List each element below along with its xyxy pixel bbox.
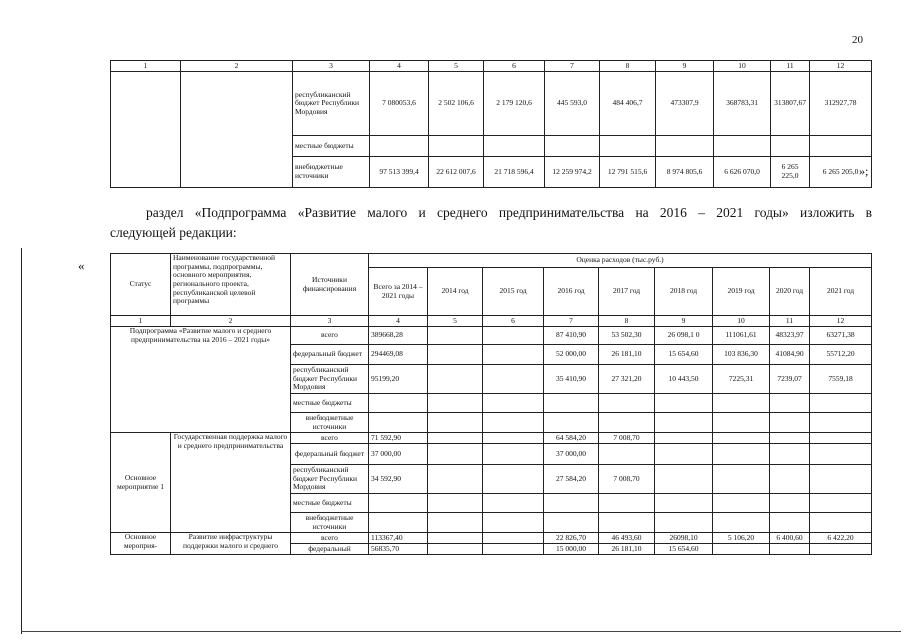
value-cell (713, 433, 770, 444)
status-cell (111, 72, 181, 188)
year-header: 2017 год (599, 268, 655, 316)
value-cell (810, 444, 872, 465)
col-number: 8 (600, 61, 656, 72)
value-cell: 7 008,70 (599, 433, 655, 444)
value-cell (483, 433, 544, 444)
value-cell: 12 791 515,6 (600, 157, 656, 188)
source-cell: всего (291, 433, 369, 444)
value-cell (810, 413, 872, 433)
value-cell: 21 718 596,4 (484, 157, 545, 188)
value-cell (713, 465, 770, 494)
value-cell (599, 444, 655, 465)
col-number: 10 (713, 316, 770, 327)
value-cell: 71 592,90 (369, 433, 428, 444)
value-cell: 15 000,00 (544, 544, 599, 555)
value-cell (544, 513, 599, 533)
col-number: 6 (484, 61, 545, 72)
source-cell: республиканский бюджет Республики Мордовия (291, 365, 369, 394)
value-cell (545, 136, 600, 157)
value-cell (713, 413, 770, 433)
status-header: Статус (111, 254, 171, 316)
value-cell: 27 584,20 (544, 465, 599, 494)
value-cell (428, 327, 483, 345)
value-cell: 97 513 399,4 (370, 157, 429, 188)
col-number: 1 (111, 61, 181, 72)
year-header: 2020 год (770, 268, 810, 316)
value-cell: 10 443,50 (655, 365, 713, 394)
value-cell (713, 544, 770, 555)
value-cell (428, 494, 483, 513)
status-cell: Основное мероприя- (111, 533, 171, 555)
value-cell (770, 465, 810, 494)
value-cell (483, 533, 544, 544)
value-cell: 7 080053,6 (370, 72, 429, 136)
subprogram-table (110, 253, 872, 555)
value-cell (429, 136, 484, 157)
col-number: 9 (656, 61, 714, 72)
total-header: Всего за 2014 – 2021 годы (369, 268, 428, 316)
value-cell: 389668,28 (369, 327, 428, 345)
table-row (111, 72, 872, 136)
value-cell: 2 502 106,6 (429, 72, 484, 136)
value-cell (483, 345, 544, 365)
value-cell (770, 433, 810, 444)
value-cell: 103 836,30 (713, 345, 770, 365)
value-cell (600, 136, 656, 157)
page-number: 20 (852, 34, 863, 46)
value-cell: 6 400,60 (770, 533, 810, 544)
value-cell (713, 444, 770, 465)
year-header: 2018 год (655, 268, 713, 316)
value-cell: 56835,70 (369, 544, 428, 555)
value-cell (655, 494, 713, 513)
value-cell: 294469,08 (369, 345, 428, 365)
value-cell (484, 136, 545, 157)
value-cell (655, 465, 713, 494)
name-cell: Развитие инфраструктуры поддержки малого и среднего (171, 533, 291, 555)
header-row (111, 254, 872, 268)
value-cell (483, 327, 544, 345)
value-cell: 6 422,20 (810, 533, 872, 544)
value-cell: 15 654,60 (655, 345, 713, 365)
value-cell: 6 265 225,0 (771, 157, 810, 188)
value-cell: 484 406,7 (600, 72, 656, 136)
paragraph-line: следующей редакции: (110, 225, 237, 240)
col-number: 7 (544, 316, 599, 327)
value-cell (713, 394, 770, 413)
col-number: 3 (291, 316, 369, 327)
year-header: 2019 год (713, 268, 770, 316)
source-cell: местные бюджеты (293, 136, 370, 157)
budget-table-continued (110, 60, 872, 188)
value-cell (483, 413, 544, 433)
value-cell: 46 493,60 (599, 533, 655, 544)
value-cell (810, 465, 872, 494)
column-number-row (111, 316, 872, 327)
col-number: 12 (810, 61, 872, 72)
value-cell (599, 394, 655, 413)
table-row (111, 327, 872, 345)
value-cell: 52 000,00 (544, 345, 599, 365)
value-cell: 15 654,60 (655, 544, 713, 555)
col-number: 4 (370, 61, 429, 72)
table-row (111, 433, 872, 444)
closing-quote: »; (859, 164, 869, 178)
year-header: 2021 год (810, 268, 872, 316)
value-cell (655, 433, 713, 444)
value-cell (810, 513, 872, 533)
value-cell (428, 413, 483, 433)
value-cell: 7225,31 (713, 365, 770, 394)
left-margin-rule (21, 248, 22, 634)
value-cell (770, 494, 810, 513)
col-number: 8 (599, 316, 655, 327)
year-header: 2016 год (544, 268, 599, 316)
paragraph-line: раздел «Подпрограмма «Развитие малого и среднего предпринимательства на 2016 – 2021 годы» изложить в (146, 205, 872, 220)
value-cell (810, 136, 872, 157)
value-cell: 312927,78 (810, 72, 872, 136)
source-cell: всего (291, 327, 369, 345)
source-header: Источники финансирования (291, 254, 369, 316)
source-cell: внебюджетные источники (293, 157, 370, 188)
value-cell (810, 394, 872, 413)
column-number-row (111, 61, 872, 72)
value-cell (810, 433, 872, 444)
source-cell: внебюджетные источники (291, 413, 369, 433)
source-cell: внебюджетные источники (291, 513, 369, 533)
value-cell: 87 410,90 (544, 327, 599, 345)
value-cell (599, 413, 655, 433)
value-cell (713, 494, 770, 513)
col-number: 12 (810, 316, 872, 327)
value-cell (370, 136, 429, 157)
source-cell: республиканский бюджет Республики Мордовия (291, 465, 369, 494)
value-cell: 7559,18 (810, 365, 872, 394)
name-cell: Государственная поддержка малого и среднего предпринимательства (171, 433, 291, 533)
value-cell (713, 513, 770, 533)
value-cell (483, 444, 544, 465)
col-number: 6 (483, 316, 544, 327)
value-cell: 22 826,70 (544, 533, 599, 544)
value-cell: 313807,67 (771, 72, 810, 136)
value-cell (369, 513, 428, 533)
value-cell: 5 106,20 (713, 533, 770, 544)
value-cell: 37 000,00 (544, 444, 599, 465)
value-cell: 41084,90 (770, 345, 810, 365)
value-cell (599, 494, 655, 513)
col-number: 5 (428, 316, 483, 327)
value-cell (428, 433, 483, 444)
col-number: 10 (714, 61, 771, 72)
value-cell: 26 098,1 0 (655, 327, 713, 345)
value-cell: 48323,97 (770, 327, 810, 345)
value-cell (544, 494, 599, 513)
value-cell: 35 410,90 (544, 365, 599, 394)
table-row (111, 533, 872, 544)
value-cell (810, 494, 872, 513)
col-number: 3 (293, 61, 370, 72)
source-cell: республиканский бюджет Республики Мордовия (293, 72, 370, 136)
value-cell (655, 513, 713, 533)
value-cell (655, 413, 713, 433)
value-cell: 95199,20 (369, 365, 428, 394)
value-cell (656, 136, 714, 157)
value-cell: 34 592,90 (369, 465, 428, 494)
col-number: 9 (655, 316, 713, 327)
source-cell: местные бюджеты (291, 394, 369, 413)
value-cell: 26 181,10 (599, 544, 655, 555)
value-cell (483, 465, 544, 494)
value-cell: 8 974 805,6 (656, 157, 714, 188)
value-cell (428, 465, 483, 494)
value-cell: 26098,10 (655, 533, 713, 544)
value-cell: 12 259 974,2 (545, 157, 600, 188)
value-cell (428, 544, 483, 555)
value-cell: 55712,20 (810, 345, 872, 365)
source-cell: всего (291, 533, 369, 544)
opening-quote: « (78, 258, 85, 273)
value-cell: 22 612 007,6 (429, 157, 484, 188)
value-cell (483, 365, 544, 394)
value-cell (770, 413, 810, 433)
col-number: 2 (171, 316, 291, 327)
col-number: 11 (771, 61, 810, 72)
value-cell (428, 394, 483, 413)
estimate-header: Оценка расходов (тыс.руб.) (369, 254, 872, 268)
col-number: 7 (545, 61, 600, 72)
subprogram-name-cell: Подпрограмма «Развитие малого и среднего предпринимательства на 2016 – 2021 годы» (111, 327, 291, 433)
col-number: 5 (429, 61, 484, 72)
value-cell (770, 394, 810, 413)
value-cell (810, 544, 872, 555)
source-cell: федеральный бюджет (291, 345, 369, 365)
bottom-page-rule (21, 631, 901, 632)
source-cell: местные бюджеты (291, 494, 369, 513)
col-number: 1 (111, 316, 171, 327)
value-cell: 473307,9 (656, 72, 714, 136)
source-cell: федеральный (291, 544, 369, 555)
year-header: 2014 год (428, 268, 483, 316)
value-cell (771, 136, 810, 157)
value-cell (369, 413, 428, 433)
value-cell (428, 345, 483, 365)
value-cell: 7239,07 (770, 365, 810, 394)
year-header: 2015 год (483, 268, 544, 316)
value-cell (483, 394, 544, 413)
value-cell (655, 444, 713, 465)
value-cell: 7 008,70 (599, 465, 655, 494)
value-cell (428, 444, 483, 465)
value-cell (369, 394, 428, 413)
col-number: 11 (770, 316, 810, 327)
value-cell (599, 513, 655, 533)
value-cell: 445 593,0 (545, 72, 600, 136)
value-cell (428, 533, 483, 544)
value-cell: 27 321,20 (599, 365, 655, 394)
value-cell (428, 513, 483, 533)
source-cell: федеральный бюджет (291, 444, 369, 465)
value-cell (770, 544, 810, 555)
value-cell (544, 394, 599, 413)
amendment-paragraph (110, 203, 872, 243)
col-number: 4 (369, 316, 428, 327)
value-cell (483, 544, 544, 555)
name-header: Наименование государственной программы, подпрограммы, основного мероприятия, регионального проекта, республиканской целевой программы (171, 254, 291, 316)
value-cell: 368783,31 (714, 72, 771, 136)
value-cell: 26 181,10 (599, 345, 655, 365)
value-cell (714, 136, 771, 157)
value-cell (483, 513, 544, 533)
name-cell (181, 72, 293, 188)
value-cell (369, 494, 428, 513)
value-cell (428, 365, 483, 394)
value-cell: 53 502,30 (599, 327, 655, 345)
status-cell: Основное мероприятие 1 (111, 433, 171, 533)
value-cell (770, 444, 810, 465)
value-cell: 111061,61 (713, 327, 770, 345)
value-cell (770, 513, 810, 533)
value-cell: 6 626 070,0 (714, 157, 771, 188)
value-cell: 64 584,20 (544, 433, 599, 444)
value-cell (544, 413, 599, 433)
col-number: 2 (181, 61, 293, 72)
value-cell: 6 265 205,0 (810, 157, 872, 188)
value-cell: 63271,38 (810, 327, 872, 345)
value-cell: 113367,40 (369, 533, 428, 544)
value-cell: 37 000,00 (369, 444, 428, 465)
value-cell (655, 394, 713, 413)
value-cell (483, 494, 544, 513)
value-cell: 2 179 120,6 (484, 72, 545, 136)
